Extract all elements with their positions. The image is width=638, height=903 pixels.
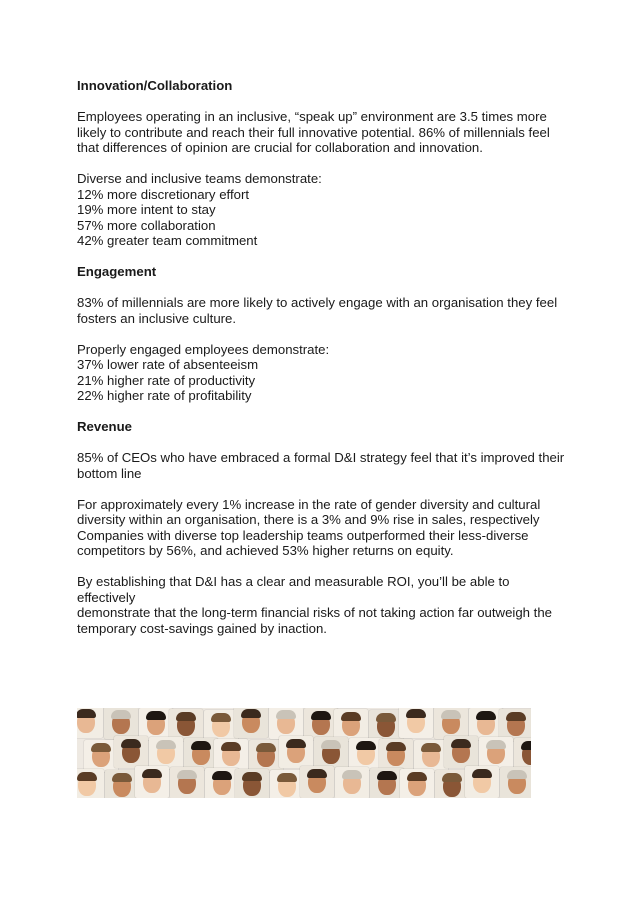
hair-shape xyxy=(241,709,261,718)
innovation-list-item: 42% greater team commitment xyxy=(77,233,258,248)
section-heading-innovation: Innovation/Collaboration xyxy=(77,78,233,93)
hair-shape xyxy=(506,712,526,721)
face-photo-tile xyxy=(399,708,433,738)
face-photo-tile xyxy=(279,736,313,768)
face-photo-tile xyxy=(214,739,248,771)
hair-shape xyxy=(91,743,111,752)
face-photo-tile xyxy=(77,708,103,738)
hair-shape xyxy=(442,773,462,782)
face-photo-tile xyxy=(105,770,139,798)
face-photo-tile xyxy=(270,770,304,798)
revenue-paragraph-2-line: For approximately every 1% increase in the rate of gender diversity and cultural xyxy=(77,496,541,512)
hair-shape xyxy=(307,769,327,778)
revenue-paragraph-2-line: Companies with diverse top leadership teams outperformed their less-diverse xyxy=(77,527,529,543)
hair-shape xyxy=(521,741,531,750)
face-photo-tile xyxy=(77,769,104,798)
hair-shape xyxy=(276,710,296,719)
hair-shape xyxy=(321,740,341,749)
face-photo-tile xyxy=(479,737,513,769)
hair-shape xyxy=(441,710,461,719)
hair-shape xyxy=(191,741,211,750)
hair-shape xyxy=(376,713,396,722)
face-photo-tile xyxy=(500,767,531,798)
hair-shape xyxy=(277,773,297,782)
hair-shape xyxy=(242,772,262,781)
hair-shape xyxy=(377,771,397,780)
hair-shape xyxy=(221,742,241,751)
hair-shape xyxy=(177,770,197,779)
face-photo-tile xyxy=(249,740,283,772)
engagement-list-lead: Properly engaged employees demonstrate: xyxy=(77,341,330,357)
hair-shape xyxy=(476,711,496,720)
face-photo-tile xyxy=(205,768,239,798)
revenue-paragraph-3-line: demonstrate that the long-term financial risks of not taking action far outweigh the xyxy=(77,605,553,620)
innovation-list-lead: Diverse and inclusive teams demonstrate: xyxy=(77,171,322,186)
hair-shape xyxy=(451,739,471,748)
face-photo-tile xyxy=(235,769,269,798)
innovation-intro-line: that differences of opinion are crucial for collaboration and innovation. xyxy=(77,140,483,155)
hair-shape xyxy=(156,740,176,749)
hair-shape xyxy=(341,712,361,721)
engagement-intro-line: fosters an inclusive culture. xyxy=(77,310,237,326)
face-photo-tile xyxy=(400,769,434,798)
hair-shape xyxy=(121,739,141,748)
hair-shape xyxy=(77,772,97,781)
hair-shape xyxy=(211,713,231,722)
innovation-list-item: 19% more intent to stay xyxy=(77,202,216,217)
hair-shape xyxy=(256,743,276,752)
face-photo-tile xyxy=(414,740,448,772)
hair-shape xyxy=(146,711,166,720)
face-photo-tile xyxy=(514,738,531,770)
engagement-list-item: 21% higher rate of productivity xyxy=(77,372,256,388)
face-photo-tile xyxy=(104,708,138,739)
face-photo-tile xyxy=(370,768,404,798)
hair-shape xyxy=(142,769,162,778)
hair-shape xyxy=(406,709,426,718)
hair-shape xyxy=(212,771,232,780)
hair-shape xyxy=(311,711,331,720)
hair-shape xyxy=(486,740,506,749)
hair-shape xyxy=(342,770,362,779)
face-photo-tile xyxy=(434,708,468,739)
revenue-paragraph-3-line: temporary cost-savings gained by inaction. xyxy=(77,620,327,636)
engagement-intro-line: 83% of millennials are more likely to actively engage with an organisation they feel xyxy=(77,295,558,310)
section-heading-revenue: Revenue xyxy=(77,419,132,434)
revenue-paragraph-1-line: bottom line xyxy=(77,465,142,481)
face-photo-tile xyxy=(435,770,469,798)
face-photo-tile xyxy=(349,738,383,770)
face-photo-tile xyxy=(269,708,303,739)
hair-shape xyxy=(507,770,527,779)
document-body xyxy=(77,78,567,636)
hair-shape xyxy=(77,709,96,718)
face-photo-tile xyxy=(465,766,499,798)
face-photo-tile xyxy=(300,766,334,798)
hair-shape xyxy=(176,712,196,721)
face-photo-tile xyxy=(335,767,369,798)
face-photo-tile xyxy=(84,740,118,772)
face-photo-tile xyxy=(114,736,148,768)
face-photo-tile xyxy=(170,767,204,798)
face-photo-tile xyxy=(234,708,268,738)
innovation-intro-line: Employees operating in an inclusive, “speak up” environment are 3.5 times more xyxy=(77,109,547,124)
engagement-list-item: 37% lower rate of absenteeism xyxy=(77,357,259,372)
revenue-paragraph-2-line: competitors by 56%, and achieved 53% higher returns on equity. xyxy=(77,543,454,558)
hair-shape xyxy=(407,772,427,781)
face-photo-tile xyxy=(444,736,478,768)
diverse-faces-photo-collage xyxy=(77,708,531,798)
innovation-list-item: 12% more discretionary effort xyxy=(77,186,250,202)
face-photo-tile xyxy=(184,738,218,770)
face-photo-tile xyxy=(135,766,169,798)
face-photo-tile xyxy=(149,737,183,769)
section-heading-engagement: Engagement xyxy=(77,264,157,279)
hair-shape xyxy=(356,741,376,750)
hair-shape xyxy=(112,773,132,782)
hair-shape xyxy=(111,710,131,719)
hair-shape xyxy=(472,769,492,778)
revenue-paragraph-3-line: By establishing that D&I has a clear and measurable ROI, you’ll be able to effectively xyxy=(77,574,510,605)
hair-shape xyxy=(386,742,406,751)
innovation-intro-line: likely to contribute and reach their full innovative potential. 86% of millennials feel xyxy=(77,124,550,140)
revenue-paragraph-1-line: 85% of CEOs who have embraced a formal D&I strategy feel that it’s improved their xyxy=(77,450,565,465)
innovation-list-item: 57% more collaboration xyxy=(77,217,216,233)
revenue-paragraph-2-line: diversity within an organisation, there is a 3% and 9% rise in sales, respectively xyxy=(77,512,540,527)
face-photo-tile xyxy=(379,739,413,771)
hair-shape xyxy=(286,739,306,748)
engagement-list-item: 22% higher rate of profitability xyxy=(77,388,252,403)
hair-shape xyxy=(421,743,441,752)
face-photo-tile xyxy=(314,737,348,769)
